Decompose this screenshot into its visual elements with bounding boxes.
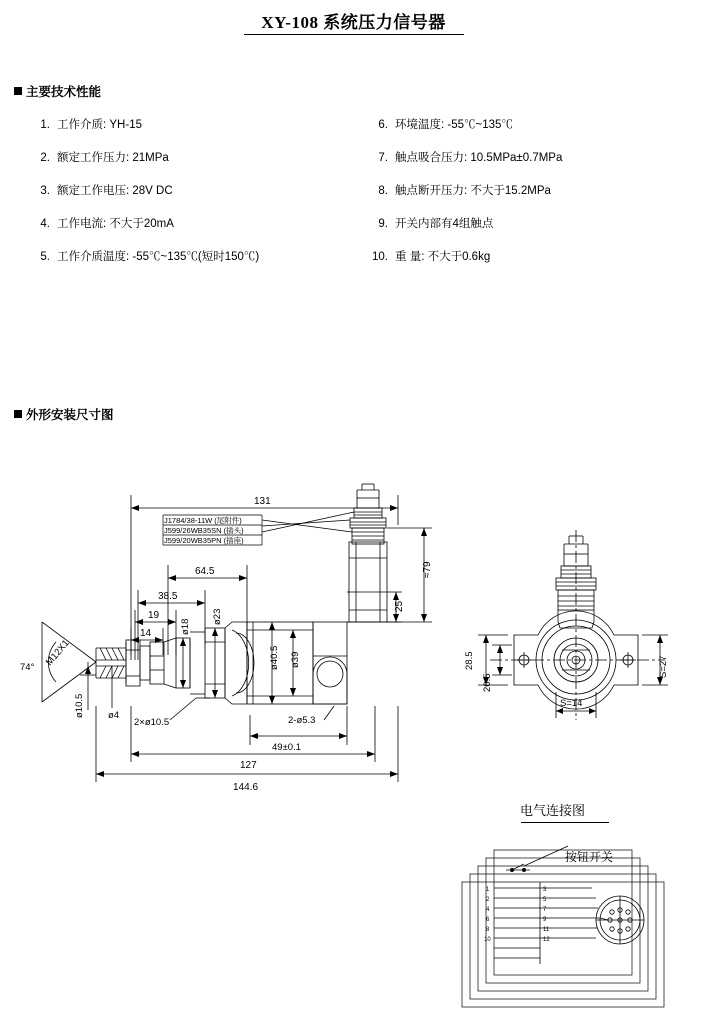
terminal-left-5: 8 xyxy=(486,927,490,933)
terminal-left-1: 1 xyxy=(486,887,490,893)
spec-number: 1. xyxy=(40,119,50,131)
dim-height-79: ≈79 xyxy=(422,561,433,578)
terminal-right-5: 11 xyxy=(543,927,550,933)
dim-height-25: 25 xyxy=(394,600,405,612)
list-item xyxy=(28,184,358,198)
spec-text: 工作介质: YH-15 xyxy=(57,119,142,131)
drawing-heading xyxy=(14,405,114,423)
dim-14: 14 xyxy=(140,628,152,639)
spec-text: 额定工作压力: 21MPa xyxy=(57,152,169,164)
terminal-right-3: 7 xyxy=(543,907,547,913)
dim-dia-10-5: ø10.5 xyxy=(74,693,85,718)
spec-number: 7. xyxy=(378,152,388,164)
dim-64-5: 64.5 xyxy=(195,566,215,577)
terminal-left-3: 4 xyxy=(486,907,490,913)
spec-list-right xyxy=(366,118,696,283)
button-switch-label: 按钮开关 xyxy=(565,850,614,864)
connector-note-3: J599/20WB35PN (插座) xyxy=(164,536,244,545)
list-item xyxy=(366,250,696,264)
spec-text: 触点吸合压力: 10.5MPa±0.7MPa xyxy=(395,152,563,164)
list-item xyxy=(366,118,696,132)
dim-19: 19 xyxy=(148,610,160,621)
dim-overall-length: 131 xyxy=(254,496,271,507)
dim-28-5: 28.5 xyxy=(464,651,475,670)
list-item xyxy=(366,217,696,231)
spec-number: 8. xyxy=(378,185,388,197)
list-item xyxy=(366,184,696,198)
dim-s-14: S=14 xyxy=(560,698,583,709)
electrical-diagram-title-underline xyxy=(521,822,609,823)
connector-note-2: J599/26WB35SN (插头) xyxy=(164,526,244,535)
spec-text: 工作电流: 不大于20mA xyxy=(57,218,174,230)
dim-2-5-3: 2-ø5.3 xyxy=(288,715,316,726)
list-item xyxy=(28,250,358,264)
electrical-diagram-title: 电气连接图 xyxy=(520,803,586,818)
spec-text: 工作介质温度: -55℃~135℃(短时150℃) xyxy=(57,251,260,263)
bullet-square-icon xyxy=(14,87,22,95)
dim-38-5: 38.5 xyxy=(158,591,178,602)
list-item xyxy=(366,151,696,165)
spec-number: 6. xyxy=(378,119,388,131)
page-title: XY-108 系统压力信号器 xyxy=(261,13,446,32)
list-item xyxy=(28,151,358,165)
connector-note-1: J1784/38-11W (尾附件) xyxy=(164,516,242,525)
terminal-left-4: 6 xyxy=(486,917,490,923)
spec-text: 开关内部有4组触点 xyxy=(395,218,494,230)
terminal-right-1: 3 xyxy=(543,887,547,893)
dim-dia-40-5: ø40.5 xyxy=(269,645,280,670)
spec-text: 触点断开压力: 不大于15.2MPa xyxy=(395,185,551,197)
spec-list-left xyxy=(28,118,358,283)
dim-2x10-5: 2×ø10.5 xyxy=(134,717,170,728)
spec-number: 3. xyxy=(40,185,50,197)
spec-number: 2. xyxy=(40,152,50,164)
dim-144-6: 144.6 xyxy=(233,782,259,793)
specs-heading-label: 主要技术性能 xyxy=(26,85,102,99)
outline-dimension-drawing xyxy=(0,470,707,1010)
terminal-right-4: 9 xyxy=(543,917,547,923)
terminal-left-2: 2 xyxy=(486,897,490,903)
specs-heading xyxy=(14,82,101,100)
terminal-right-2: 5 xyxy=(543,897,547,903)
spec-number: 5. xyxy=(40,251,50,263)
list-item xyxy=(28,217,358,231)
spec-number: 9. xyxy=(378,218,388,230)
dim-dia-18: ø18 xyxy=(180,618,191,635)
dim-dia-23: ø23 xyxy=(212,608,223,625)
title-underline xyxy=(244,34,464,35)
spec-number: 4. xyxy=(40,218,50,230)
drawing-heading-label: 外形安装尺寸图 xyxy=(26,408,114,422)
spec-text: 重 量: 不大于0.6kg xyxy=(395,251,491,263)
terminal-right-6: 12 xyxy=(543,937,550,943)
bullet-square-icon xyxy=(14,410,22,418)
dim-49: 49±0.1 xyxy=(272,742,301,753)
spec-text: 额定工作电压: 28V DC xyxy=(57,185,173,197)
dim-127-label: 127 xyxy=(240,760,257,771)
dim-s-27: S=27 xyxy=(658,655,669,678)
dim-thread-m12: M12X1 xyxy=(43,637,72,668)
dim-dia-39: ø39 xyxy=(290,651,301,668)
list-item xyxy=(28,118,358,132)
dim-dia-4: ø4 xyxy=(108,710,120,721)
terminal-left-6: 10 xyxy=(484,937,491,943)
spec-text: 环境温度: -55℃~135℃ xyxy=(395,119,513,131)
dim-20-5: 20.5 xyxy=(482,673,493,692)
dim-angle-74: 74° xyxy=(20,662,35,673)
spec-number: 10. xyxy=(372,251,388,263)
